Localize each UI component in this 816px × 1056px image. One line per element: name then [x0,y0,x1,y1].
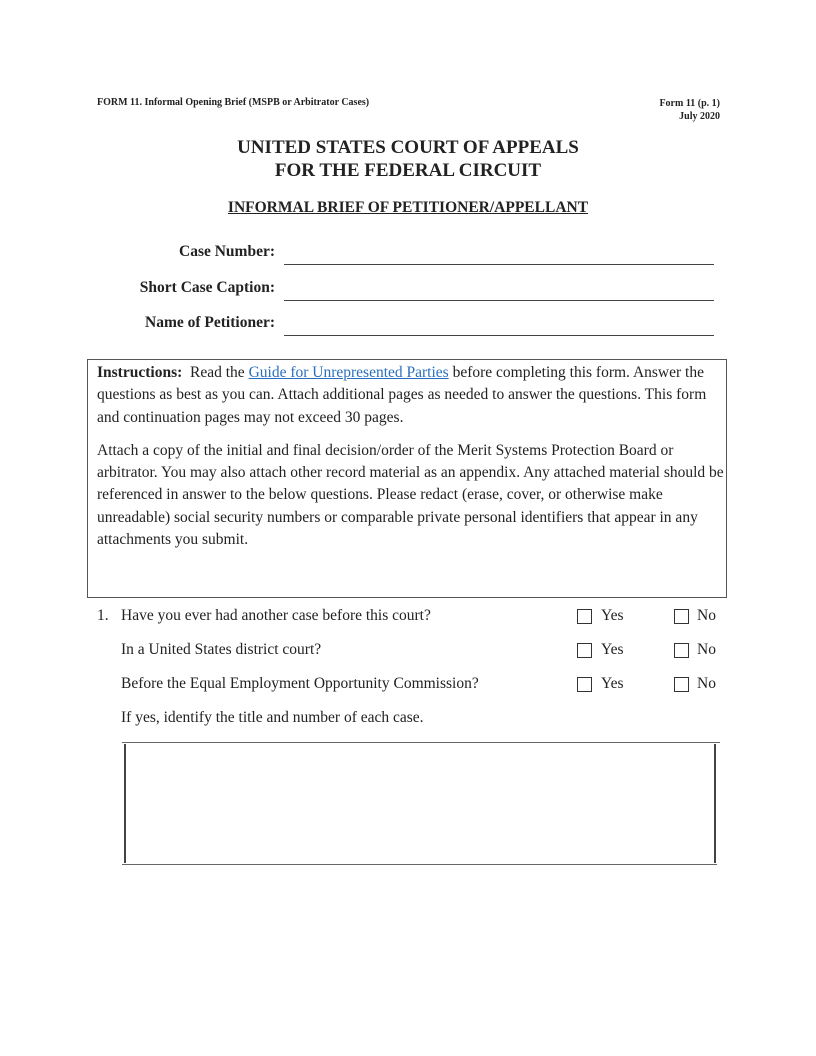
court-title-line2: FOR THE FEDERAL CIRCUIT [274,160,542,181]
form-date: July 2020 [679,111,720,122]
petitioner-name-field[interactable] [284,335,714,336]
case-list-answer-field[interactable] [126,744,712,863]
petitioner-name-label: Name of Petitioner: [145,314,275,331]
district-court-yes-label: Yes [601,641,624,658]
instructions-paragraph-1 [97,362,726,429]
prior-case-no-checkbox[interactable] [674,609,689,624]
district-court-no-checkbox[interactable] [674,643,689,658]
instructions-pre-link: Read the [190,364,245,381]
eeoc-no-checkbox[interactable] [674,677,689,692]
prior-case-no-label: No [697,607,716,624]
instructions-paragraph-2: Attach a copy of the initial and final decision/order of the Merit Systems Protection Board or arbitrator. You may also attach other record material as an appendix. Any attached material should be referenced in answer to the below questions. Please redact (erase, cover, or otherwise make unreadable) social security numbers or comparable private personal identifiers that appear in any attachments you submit. [97,441,724,549]
district-court-yes-checkbox[interactable] [577,643,592,658]
prior-case-yes-checkbox[interactable] [577,609,592,624]
question-district-court-text: In a United States district court? [121,641,322,658]
eeoc-no-label: No [697,675,716,692]
case-number-field[interactable] [284,264,714,265]
answer-box-bottom-border [122,864,717,865]
form-header-right [659,97,720,123]
district-court-no-label: No [697,641,716,658]
prior-case-yes-label: Yes [601,607,624,624]
question-eeoc-text: Before the Equal Employment Opportunity Commission? [121,675,479,692]
short-case-caption-label: Short Case Caption: [139,279,275,296]
court-title-line1: UNITED STATES COURT OF APPEALS [237,137,579,158]
instructions-heading: Instructions: [97,364,183,381]
form-header-left: FORM 11. Informal Opening Brief (MSPB or Arbitrator Cases) [97,97,370,108]
question-prior-case-text: Have you ever had another case before this court? [121,607,431,624]
answer-box-right-border [714,744,716,863]
guide-link[interactable]: Guide for Unrepresented Parties [248,364,449,381]
eeoc-yes-label: Yes [601,675,624,692]
form-page-number: Form 11 (p. 1) [659,98,720,109]
answer-box-left-border [124,744,126,863]
answer-box-top-border [122,742,720,743]
question-number: 1. [97,607,109,624]
instructions-box [87,359,727,598]
instructions-post-link: before completing this form. Answer the questions as best as you can. Attach additional pages as needed to answer the questions. This form and continuation pages may not exceed 30 pages. [97,364,707,426]
brief-subtitle: INFORMAL BRIEF OF PETITIONER/APPELLANT [227,199,589,216]
eeoc-yes-checkbox[interactable] [577,677,592,692]
case-number-label: Case Number: [179,243,275,260]
short-case-caption-field[interactable] [284,300,714,301]
question-followup-text: If yes, identify the title and number of each case. [121,709,424,726]
